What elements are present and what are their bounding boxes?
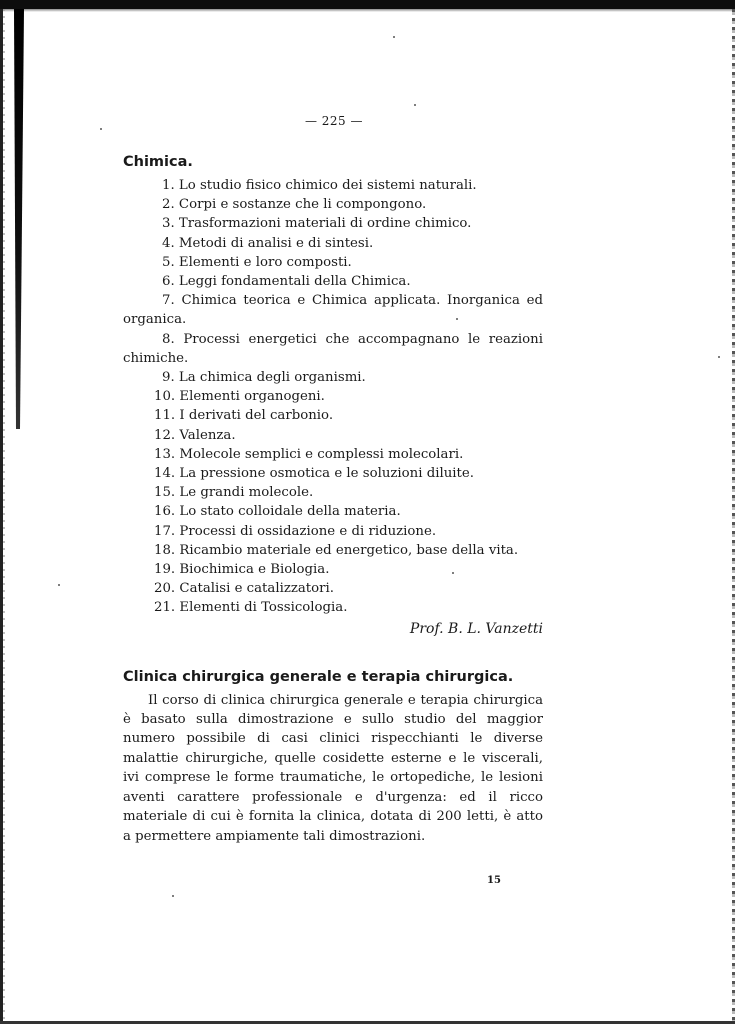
scan-top-border-fade — [0, 9, 735, 12]
item-number: 9. — [162, 370, 175, 386]
item-number: 17. — [154, 523, 176, 539]
printer-signature-mark: 15 — [487, 875, 501, 886]
scan-speck — [718, 356, 720, 358]
item-text: Elementi organogeni. — [179, 389, 325, 405]
list-item — [123, 330, 543, 368]
list-item — [123, 195, 543, 214]
list-item — [123, 176, 543, 195]
list-item — [123, 445, 543, 464]
binding-gutter-shadow — [14, 9, 24, 429]
item-text: Biochimica e Biologia. — [179, 562, 330, 578]
section-chimica — [123, 152, 543, 639]
list-item — [123, 291, 543, 329]
scan-speck — [414, 104, 416, 106]
section-clinica-chirurgica — [123, 667, 543, 846]
item-number: 4. — [162, 235, 175, 251]
page-body — [123, 152, 543, 846]
list-item — [123, 253, 543, 272]
item-number: 15. — [154, 485, 176, 501]
section-title: Clinica chirurgica generale e terapia chirurgica. — [123, 668, 514, 685]
item-number: 1. — [162, 178, 175, 193]
item-text: Lo studio fisico chimico dei sistemi naturali. — [178, 178, 477, 193]
item-number: 19. — [154, 562, 176, 578]
item-number: 13. — [154, 446, 176, 462]
item-number: 10. — [154, 389, 176, 405]
list-item — [123, 464, 543, 483]
item-number: 16. — [154, 504, 176, 520]
item-text: Leggi fondamentali della Chimica. — [178, 274, 411, 290]
scan-speck — [393, 36, 395, 38]
page-number: — 225 — — [304, 114, 364, 128]
item-number: 21. — [154, 600, 176, 616]
scan-speck — [172, 895, 174, 897]
item-number: 6. — [162, 274, 175, 290]
item-text: Elementi e loro composti. — [178, 254, 352, 270]
item-text: Valenza. — [179, 427, 236, 443]
item-number: 5. — [162, 254, 175, 270]
item-text: Catalisi e catalizzatori. — [179, 581, 334, 597]
item-number: 3. — [162, 216, 175, 232]
item-number: 14. — [154, 466, 176, 482]
scan-speck — [100, 128, 102, 130]
list-item — [123, 426, 543, 445]
item-number: 7. — [162, 293, 175, 309]
item-text: La pressione osmotica e le soluzioni diluite. — [179, 466, 474, 482]
item-text: Ricambio materiale ed energetico, base della vita. — [179, 542, 519, 558]
list-item — [123, 541, 543, 560]
scan-speck — [58, 584, 60, 586]
item-text: Molecole semplici e complessi molecolari. — [179, 446, 464, 462]
scan-left-edge-noise — [3, 9, 5, 1021]
item-text: Metodi di analisi e di sintesi. — [178, 235, 374, 251]
author-signature: Prof. B. L. Vanzetti — [409, 620, 543, 637]
section-paragraph: Il corso di clinica chirurgica generale e terapia chirurgica è basato sulla dimostrazione e sullo studio del maggior numero possibile di casi clinici rispecchianti le diverse malattie chirurgiche, quelle cosidette esterne e le viscerali, ivi comprese le forme traumatiche, le ortopediche, le lesioni aventi carattere professionale e d'urgenza: ed il ricco materiale di cui è fornita la clinica, dotata di 200 letti, è atto a permettere ampiamente tali dimostrazioni. — [123, 692, 543, 844]
list-item — [123, 368, 543, 387]
list-item — [123, 522, 543, 541]
item-text: Chimica teorica e Chimica applicata. Inorganica ed organica. — [123, 293, 544, 328]
list-item — [123, 502, 543, 521]
item-number: 8. — [162, 331, 175, 347]
list-item — [123, 579, 543, 598]
item-text: Lo stato colloidale della materia. — [179, 504, 401, 520]
item-text: Le grandi molecole. — [179, 485, 314, 501]
item-text: Corpi e sostanze che li compongono. — [178, 197, 427, 213]
list-item — [123, 234, 543, 253]
item-number: 18. — [154, 542, 176, 558]
list-item — [123, 272, 543, 291]
item-text: Processi di ossidazione e di riduzione. — [179, 523, 437, 539]
list-item — [123, 214, 543, 233]
item-text: Elementi di Tossicologia. — [179, 600, 348, 616]
topic-list — [123, 176, 543, 618]
list-item — [123, 387, 543, 406]
list-item — [123, 560, 543, 579]
item-text: I derivati del carbonio. — [179, 408, 334, 424]
list-item — [123, 483, 543, 502]
item-number: 11. — [154, 408, 176, 424]
item-number: 20. — [154, 581, 176, 597]
list-item — [123, 598, 543, 617]
item-text: Processi energetici che accompagnano le reazioni chimiche. — [123, 331, 543, 366]
item-text: La chimica degli organismi. — [178, 370, 366, 386]
item-number: 2. — [162, 197, 175, 213]
list-item — [123, 406, 543, 425]
item-text: Trasformazioni materiali di ordine chimico. — [178, 216, 472, 232]
scan-top-border — [0, 0, 735, 9]
item-number: 12. — [154, 427, 176, 443]
section-title: Chimica. — [123, 154, 193, 170]
